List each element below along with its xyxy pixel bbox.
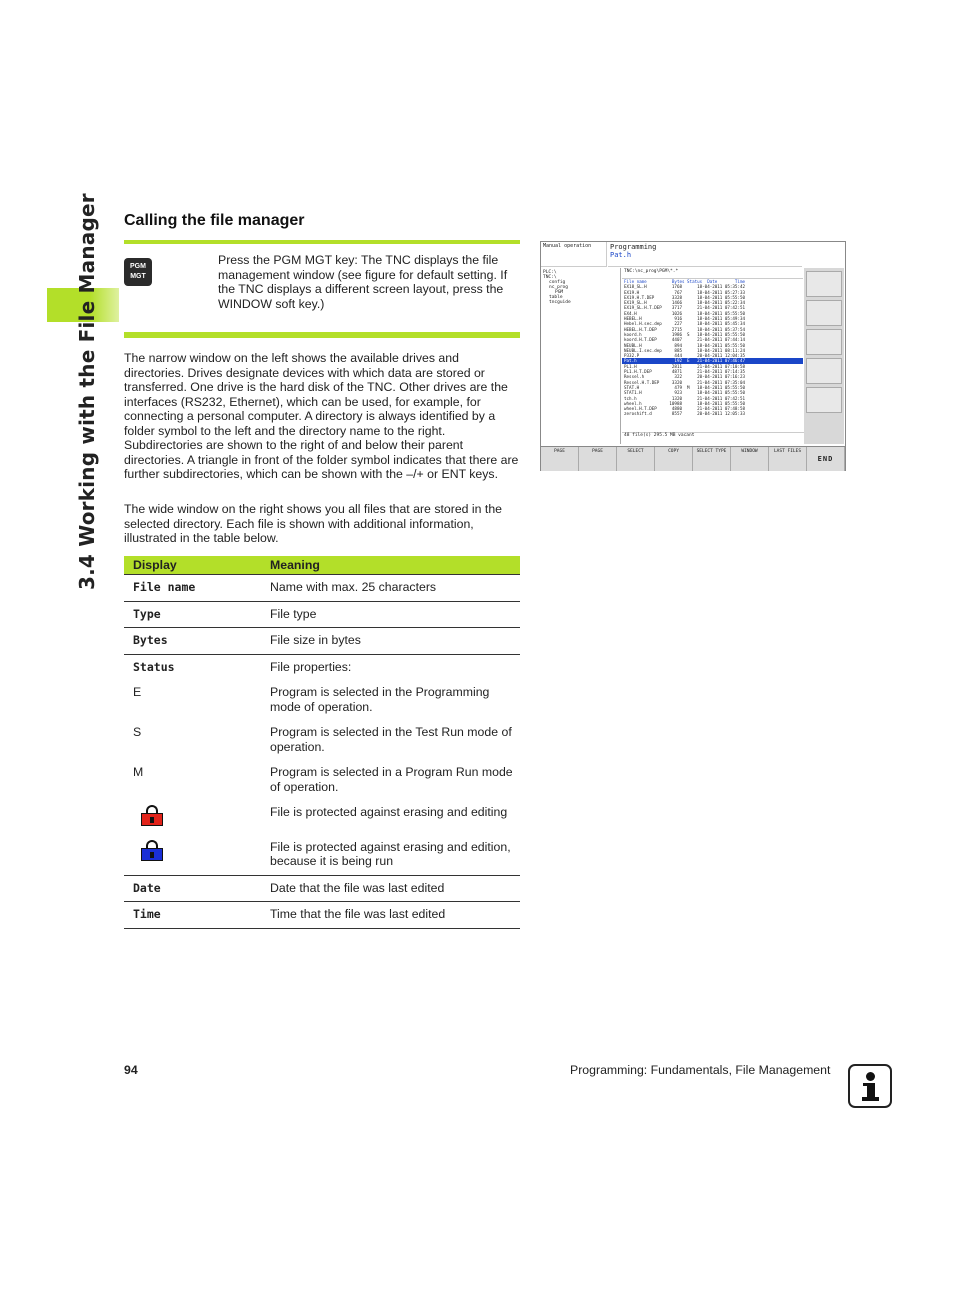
file-row[interactable]: Hebel.H.sec.dep 227 18-04-2011 05:45:34 — [624, 321, 746, 327]
file-row[interactable]: P332.P 444 20-04-2011 12:04:35 — [624, 353, 746, 359]
table-row — [124, 902, 520, 929]
file-row[interactable]: PL1.H 2811 21-04-2011 07:10:58 — [624, 363, 746, 369]
vertical-softkey[interactable] — [806, 300, 842, 326]
softkey-select[interactable]: SELECT — [617, 447, 655, 471]
file-row[interactable]: HEBEL.H 916 18-04-2011 05:49:34 — [624, 316, 746, 322]
table-row — [124, 720, 520, 760]
file-row[interactable]: Pat.h 192 E 21-04-2011 07:46:47 — [622, 358, 803, 363]
file-row[interactable]: STAT1.H 923 18-04-2011 05:55:50 — [624, 390, 746, 396]
file-row[interactable]: EX4.H 1026 18-04-2011 05:55:50 — [624, 310, 746, 316]
screen-program-header — [608, 242, 802, 267]
file-row[interactable]: STAT.H 479 M 18-04-2011 05:55:50 — [624, 384, 746, 390]
tree-item: PGM — [555, 290, 564, 295]
footer-text: Programming: Fundamentals, File Management — [570, 1063, 831, 1077]
tree-item: table — [549, 295, 563, 300]
cell-display: Date — [124, 875, 261, 902]
file-row[interactable]: NEUBL.I.sec.dep 885 18-04-2011 08:11:24 — [624, 347, 746, 353]
file-list-footer: 48 file(s) 295.5 MB vacant — [622, 432, 805, 438]
vertical-softkeys — [804, 268, 844, 444]
page-number: 94 — [124, 1063, 138, 1077]
cell-meaning: Date that the file was last edited — [261, 875, 520, 902]
table-header-row — [124, 556, 520, 575]
file-list-columns: File name Bytes Status Date Time — [624, 279, 746, 284]
file-row[interactable]: HEBEL.H.T.DEP 2715 18-04-2011 05:37:54 — [624, 326, 746, 332]
vertical-softkey[interactable] — [806, 387, 842, 413]
cell-display: S — [133, 725, 142, 739]
table-row — [124, 654, 520, 680]
file-row[interactable]: EX19_SL.H 1466 18-04-2011 05:22:34 — [624, 300, 746, 306]
cell-display: Type — [124, 601, 261, 628]
pgm-mgt-key-icon — [124, 258, 152, 286]
file-rows — [622, 284, 803, 416]
info-icon — [848, 1064, 892, 1108]
table-row — [124, 601, 520, 628]
key-label-line2: MGT — [130, 273, 146, 280]
header-display: Display — [124, 556, 261, 575]
cell-meaning: File properties: — [270, 659, 352, 674]
screen-mode-label: Manual operation — [541, 242, 607, 267]
table-row — [124, 835, 520, 876]
vertical-softkey[interactable] — [806, 329, 842, 355]
file-list-path: TNC:\nc_prog\PGM\*.* — [622, 268, 803, 279]
cell-display: Status — [133, 659, 175, 674]
softkey-page-down[interactable]: PAGE — [579, 447, 617, 471]
cell-meaning: File type — [261, 601, 520, 628]
vertical-softkey[interactable] — [806, 271, 842, 297]
table-row — [124, 875, 520, 902]
cell-display: Bytes — [124, 628, 261, 655]
key-instruction: Press the PGM MGT key: The TNC displays the file management window (see figure for default setting. If the TNC displays a different screen layout, press the WINDOW soft key.) — [218, 253, 508, 311]
header-meaning: Meaning — [261, 556, 520, 575]
file-row[interactable]: EX19.H 767 18-04-2011 05:27:33 — [624, 289, 746, 295]
softkey-last-files[interactable]: LAST FILES — [769, 447, 807, 471]
file-row[interactable]: wheel.H.T.DEP 4880 21-04-2011 07:48:58 — [624, 406, 746, 412]
cell-display — [124, 800, 261, 835]
tree-item: config — [549, 280, 566, 285]
cell-display: M — [133, 765, 144, 779]
tree-item: nc_prog — [549, 285, 568, 290]
file-list — [622, 268, 803, 444]
cell-meaning: File size in bytes — [261, 628, 520, 655]
file-row[interactable]: Ressel.h 322 20-04-2011 07:16:23 — [624, 374, 746, 380]
section-bottom-rule — [124, 332, 520, 338]
file-row[interactable]: NEUBL.H 894 18-04-2011 05:55:50 — [624, 342, 746, 348]
cell-meaning: Program is selected in a Program Run mode of operation. — [270, 765, 513, 794]
file-row[interactable]: tch.h 1320 21-04-2011 07:42:51 — [624, 395, 746, 401]
cell-meaning: File is protected against erasing and edition, because it is being run — [261, 835, 520, 876]
cell-display — [124, 835, 261, 876]
cell-display: Time — [124, 902, 261, 929]
tree-item: PLC:\ — [543, 270, 557, 275]
screen-program-title: Programming — [610, 243, 657, 251]
softkey-end[interactable]: END — [807, 447, 845, 471]
paragraph-files: The wide window on the right shows you all files that are stored in the selected directory. Each file is shown with additional information, illustrated in the table below. — [124, 502, 502, 545]
file-row[interactable]: EX19_SL.H.T.DEP 3717 21-04-2011 07:42:51 — [624, 305, 746, 311]
cell-display: File name — [124, 575, 261, 602]
cell-meaning: Program is selected in the Test Run mode of operation. — [270, 725, 512, 754]
screen-program-file: Pat.h — [610, 251, 632, 259]
file-manager-screenshot — [540, 241, 846, 471]
softkey-select-type[interactable]: SELECT TYPE — [693, 447, 731, 471]
file-row[interactable]: koord.H.T.DEP 4407 21-04-2011 07:44:14 — [624, 337, 746, 343]
softkey-window[interactable]: WINDOW — [731, 447, 769, 471]
file-row[interactable]: zeroshift.d 8557 20-04-2011 12:05:33 — [624, 411, 746, 417]
cell-display: E — [133, 685, 142, 699]
softkey-copy[interactable]: COPY — [655, 447, 693, 471]
blue-lock-icon — [141, 840, 163, 860]
red-lock-icon — [141, 805, 163, 825]
chapter-side-title: 3.4 Working with the File Manager — [75, 193, 99, 590]
table-row — [124, 628, 520, 655]
file-row[interactable]: EX18_SL.H 1768 18-04-2011 05:35:42 — [624, 284, 746, 290]
table-row — [124, 800, 520, 835]
cell-meaning: Time that the file was last edited — [261, 902, 520, 929]
vertical-softkey[interactable] — [806, 358, 842, 384]
softkey-row — [541, 446, 845, 471]
cell-meaning: Program is selected in the Programming mode of operation. — [270, 685, 490, 714]
file-row[interactable]: koord.h 1986 S 18-04-2011 05:55:50 — [624, 331, 746, 337]
section-title: Calling the file manager — [124, 212, 305, 229]
table-row — [124, 760, 520, 800]
cell-meaning: File is protected against erasing and editing — [270, 805, 508, 819]
file-row[interactable]: PL1.H.T.DEP 4871 21-04-2011 07:14:35 — [624, 369, 746, 375]
table-row — [124, 575, 520, 602]
file-info-table — [124, 556, 520, 929]
tree-item: TNC:\ — [543, 275, 557, 280]
cell-meaning: Name with max. 25 characters — [261, 575, 520, 602]
paragraph-drives: The narrow window on the left shows the available drives and directories. Drives designate devices with which data are stored or transferred. One drive is the hard disk of the TNC. Other drives are the interfaces (RS232, Ethernet), which can be used, for example, for connecting a personal computer. A directory is always identified by a folder symbol to the left and the directory name to the right. Subdirectories are shown to the right of and below their parent directories. A triangle in front of the folder symbol indicates that there are further subdirectories, which can be shown with the –/+ or ENT keys. — [124, 351, 519, 481]
section-top-rule — [124, 240, 520, 244]
file-row[interactable]: Ressel.H.T.DEP 3320 21-04-2011 07:35:04 — [624, 379, 746, 385]
table-row — [124, 680, 520, 720]
file-row[interactable]: EX19.H.T.DEP 3328 18-04-2011 05:55:50 — [624, 294, 746, 300]
tree-item: tncguide — [549, 300, 571, 305]
file-row[interactable]: wheel.h 10988 18-04-2011 05:55:50 — [624, 400, 746, 406]
softkey-page-up[interactable]: PAGE — [541, 447, 579, 471]
key-label-line1: PGM — [130, 263, 146, 270]
directory-tree — [541, 268, 621, 444]
